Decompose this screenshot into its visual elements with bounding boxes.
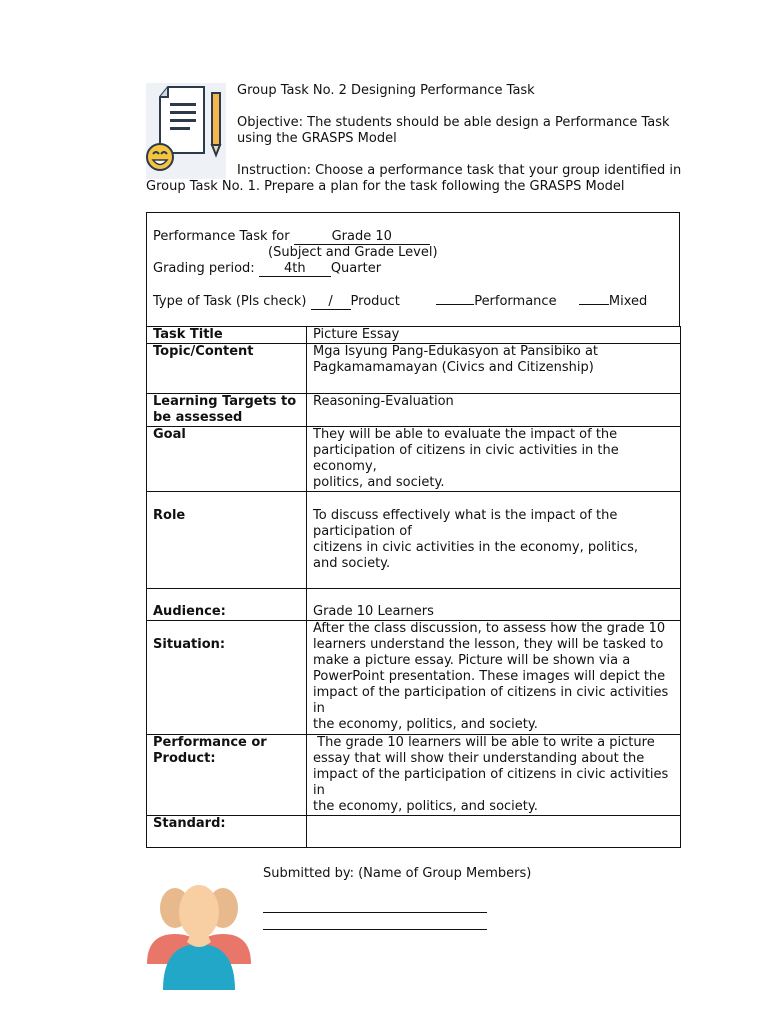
mixed-label: Mixed xyxy=(608,294,648,309)
performance-task-label: Performance Task for xyxy=(153,229,290,244)
objective-line-2: using the GRASPS Model xyxy=(237,131,397,146)
standard-label: Standard: xyxy=(147,816,307,848)
grasps-table xyxy=(146,326,681,848)
table-row xyxy=(147,816,681,848)
table-row xyxy=(147,327,681,344)
product-label: Product xyxy=(350,294,400,309)
role-line: citizens in civic activities in the economy, politics, xyxy=(313,540,639,555)
learning-targets-label xyxy=(147,394,307,427)
submitted-by: Submitted by: (Name of Group Members) xyxy=(263,866,532,881)
grading-period-suffix: Quarter xyxy=(330,261,382,276)
table-row xyxy=(147,394,681,427)
performance-checkbox[interactable] xyxy=(436,304,474,305)
situation-line: the economy, politics, and society. xyxy=(313,717,538,732)
performance-product-line: impact of the participation of citizens in civic activities in xyxy=(313,767,669,798)
situation-line: learners understand the lesson, they will be tasked to xyxy=(313,637,664,652)
situation-label: Situation: xyxy=(147,621,307,735)
table-row xyxy=(147,621,681,735)
task-type-label: Type of Task (Pls check) xyxy=(153,294,307,309)
role-value xyxy=(307,492,681,589)
goal-line: politics, and society. xyxy=(313,475,445,490)
situation-line: impact of the participation of citizens in civic activities in xyxy=(313,685,669,716)
subject-grade-caption: (Subject and Grade Level) xyxy=(268,245,438,260)
member-name-line[interactable] xyxy=(263,928,487,930)
task-type-line xyxy=(153,294,647,310)
performance-product-label xyxy=(147,735,307,816)
instruction-line-2: Group Task No. 1. Prepare a plan for the task following the GRASPS Model xyxy=(146,179,625,194)
topic-line: Mga Isyung Pang-Edukasyon at Pansibiko at xyxy=(313,344,599,359)
smiley-icon xyxy=(147,144,173,170)
goal-line: participation of citizens in civic activities in the economy, xyxy=(313,443,619,474)
performance-product-label-line: Product: xyxy=(153,751,216,766)
learning-targets-value: Reasoning-Evaluation xyxy=(307,394,681,427)
instruction-line-1: Instruction: Choose a performance task that your group identified in xyxy=(237,163,682,178)
goal-value xyxy=(307,427,681,492)
performance-product-value xyxy=(307,735,681,816)
role-line: To discuss effectively what is the impact of the xyxy=(313,508,618,523)
table-row xyxy=(147,427,681,492)
standard-value[interactable] xyxy=(307,816,681,848)
grading-period-value: 4th xyxy=(259,262,331,277)
situation-value xyxy=(307,621,681,735)
grading-period-line xyxy=(153,261,381,277)
member-name-line[interactable] xyxy=(263,911,487,913)
task-title-value: Picture Essay xyxy=(307,327,681,344)
task-title-label: Task Title xyxy=(147,327,307,344)
audience-label: Audience: xyxy=(147,589,307,621)
role-line: and society. xyxy=(313,556,391,571)
role-line: participation of xyxy=(313,524,412,539)
table-row xyxy=(147,735,681,816)
goal-label: Goal xyxy=(147,427,307,492)
performance-task-line xyxy=(153,229,430,245)
group-people-icon xyxy=(145,872,253,990)
table-row xyxy=(147,492,681,589)
topic-line: Pagkamamamayan (Civics and Citizenship) xyxy=(313,360,594,375)
performance-task-value: Grade 10 xyxy=(294,230,430,245)
role-label: Role xyxy=(147,492,307,589)
topic-label: Topic/Content xyxy=(147,344,307,394)
performance-label: Performance xyxy=(474,294,557,309)
table-row xyxy=(147,589,681,621)
goal-line: They will be able to evaluate the impact of the xyxy=(313,427,618,442)
learning-targets-label-line: Learning Targets to xyxy=(153,394,297,409)
situation-line: After the class discussion, to assess how the grade 10 xyxy=(313,621,666,636)
mixed-checkbox[interactable] xyxy=(579,304,609,305)
objective-line-1: Objective: The students should be able design a Performance Task xyxy=(237,115,670,130)
grading-period-label: Grading period: xyxy=(153,261,255,276)
performance-product-label-line: Performance or xyxy=(153,735,267,750)
performance-product-line: the economy, politics, and society. xyxy=(313,799,538,814)
learning-targets-label-line: be assessed xyxy=(153,410,243,425)
performance-product-line: essay that will show their understanding about the xyxy=(313,751,645,766)
performance-product-line: The grade 10 learners will be able to write a picture xyxy=(313,735,655,750)
topic-value xyxy=(307,344,681,394)
situation-line: make a picture essay. Picture will be shown via a xyxy=(313,653,631,668)
audience-value: Grade 10 Learners xyxy=(307,589,681,621)
situation-line: PowerPoint presentation. These images will depict the xyxy=(313,669,666,684)
document-pen-icon xyxy=(146,83,226,179)
table-row xyxy=(147,344,681,394)
task-heading: Group Task No. 2 Designing Performance Task xyxy=(237,83,535,98)
product-checkbox[interactable]: / xyxy=(311,295,351,310)
